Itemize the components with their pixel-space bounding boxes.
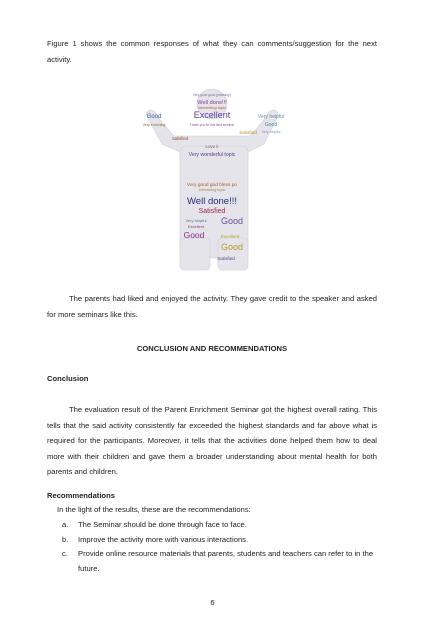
recommendations-intro: In the light of the results, these are the recommendations: xyxy=(57,505,251,514)
word-cloud-word: Satisfied xyxy=(239,130,257,135)
list-item: a. The Seminar should be done through face to face. xyxy=(62,520,247,529)
word-cloud-word: Very helpful xyxy=(257,114,285,120)
list-item: b. Improve the activity more with various interactions. xyxy=(62,534,249,544)
word-cloud-word: Good xyxy=(146,114,162,120)
word-cloud-word: Love it xyxy=(205,144,219,149)
list-item: c. Provide online resource materials that parents, students and teachers can refer to in the future. xyxy=(62,549,374,573)
word-cloud-word: Very helpful xyxy=(185,218,207,223)
section-title: CONCLUSION AND RECOMMENDATIONS xyxy=(136,344,288,353)
word-cloud-word: Well done!!! xyxy=(197,100,227,106)
conclusion-paragraph: The evaluation result of the Parent Enrichment Seminar got the highest overall rating. This tells that the said activity consistently far exceeded the highest standards and far above what is required for the participants. Moreover, it tells that the activities done helped them how to deal more with their children and gave them a broader understanding about mental health for both parents and children. xyxy=(47,405,377,476)
word-cloud-word: Very good god bless po xyxy=(186,183,238,188)
word-cloud-word: Very helpful xyxy=(261,130,281,134)
word-cloud-word: Excellent xyxy=(220,234,240,239)
word-cloud-word: Satisfied xyxy=(198,208,226,215)
word-cloud-word: Good xyxy=(183,230,205,240)
word-cloud-word: Very good good (pleasing!) xyxy=(192,93,232,97)
page-number: 6 xyxy=(210,598,215,607)
word-cloud-word: Excellent xyxy=(187,224,205,229)
word-cloud-word: Excellent xyxy=(193,110,231,120)
word-cloud-svg xyxy=(140,88,285,273)
word-cloud-word: Good xyxy=(220,216,244,226)
word-cloud-word: Interesting topic xyxy=(198,188,226,192)
word-cloud-word: Satisfied xyxy=(217,256,235,261)
figure-discussion-paragraph: The parents had liked and enjoyed the activity. They gave credit to the speaker and asked for more seminars like this. xyxy=(47,294,377,319)
word-cloud-word: Good xyxy=(264,122,278,128)
word-cloud-word: Thank you for this kind seminar xyxy=(189,123,235,127)
word-cloud-word: Very enriching xyxy=(142,123,166,127)
intro-paragraph: Figure 1 shows the common responses of what they can comments/suggestion for the next activity. xyxy=(47,39,377,64)
recommendations-list xyxy=(62,518,382,576)
word-cloud-figure xyxy=(140,88,285,273)
word-cloud-word: Interesting topic xyxy=(197,105,227,110)
word-cloud-word: Satisfied xyxy=(171,136,189,141)
word-cloud-word: Good xyxy=(220,242,244,252)
word-cloud-word: Very wonderful topic xyxy=(188,152,236,158)
conclusion-heading: Conclusion xyxy=(47,374,89,383)
word-cloud-word: Well done!!! xyxy=(187,196,237,207)
recommendations-heading: Recommendations xyxy=(47,491,115,500)
